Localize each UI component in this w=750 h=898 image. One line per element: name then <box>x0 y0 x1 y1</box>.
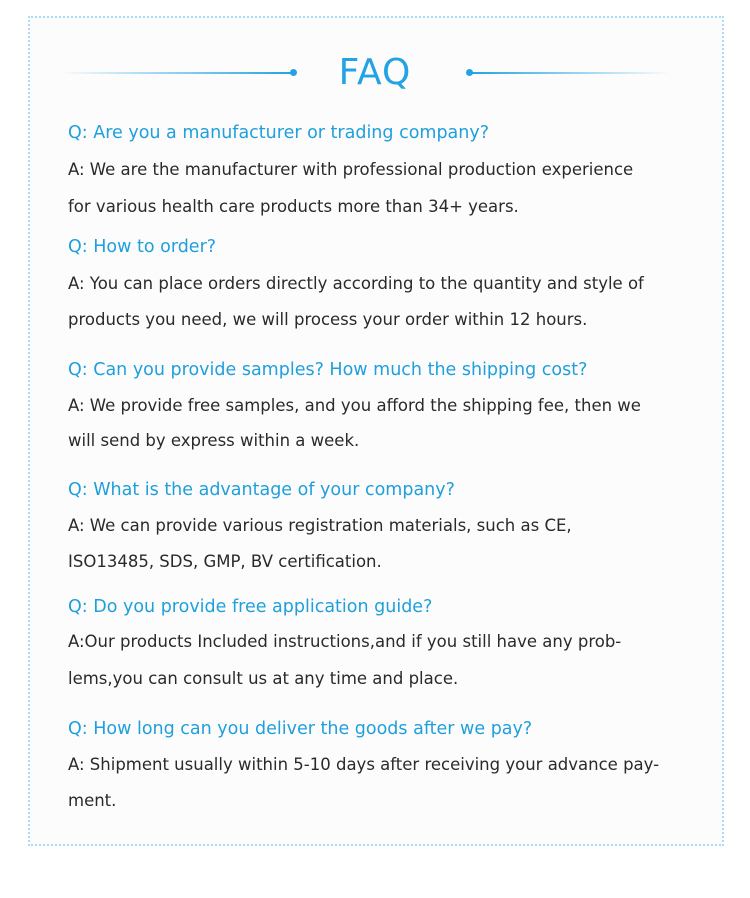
faq-answer-line: A:Our products Included instructions,and if you still have any prob- <box>68 632 622 651</box>
faq-question: Q: How long can you deliver the goods after we pay? <box>68 719 533 739</box>
page-title: FAQ <box>338 52 412 93</box>
faq-answer-line: A: Shipment usually within 5-10 days after receiving your advance pay- <box>68 755 660 774</box>
faq-answer-line: A: You can place orders directly according to the quantity and style of <box>68 274 644 293</box>
faq-question: Q: Do you provide free application guide? <box>68 597 433 617</box>
faq-question: Q: Are you a manufacturer or trading company? <box>68 123 490 143</box>
faq-question: Q: What is the advantage of your company? <box>68 480 455 500</box>
faq-answer-line: lems,you can consult us at any time and place. <box>68 669 459 688</box>
faq-question: Q: How to order? <box>68 237 217 257</box>
faq-answer-line: for various health care products more than 34+ years. <box>68 197 519 216</box>
faq-answer-line: A: We can provide various registration materials, such as CE, <box>68 516 572 535</box>
faq-answer-line: products you need, we will process your order within 12 hours. <box>68 310 588 329</box>
faq-answer-line: will send by express within a week. <box>68 431 360 450</box>
faq-answer-line: A: We provide free samples, and you afford the shipping fee, then we <box>68 396 641 415</box>
faq-answer-line: ment. <box>68 791 117 810</box>
faq-answer-line: A: We are the manufacturer with professional production experience <box>68 160 634 179</box>
title-divider-right <box>470 72 670 74</box>
faq-answer-line: ISO13485, SDS, GMP, BV certification. <box>68 552 382 571</box>
faq-question: Q: Can you provide samples? How much the shipping cost? <box>68 360 588 380</box>
